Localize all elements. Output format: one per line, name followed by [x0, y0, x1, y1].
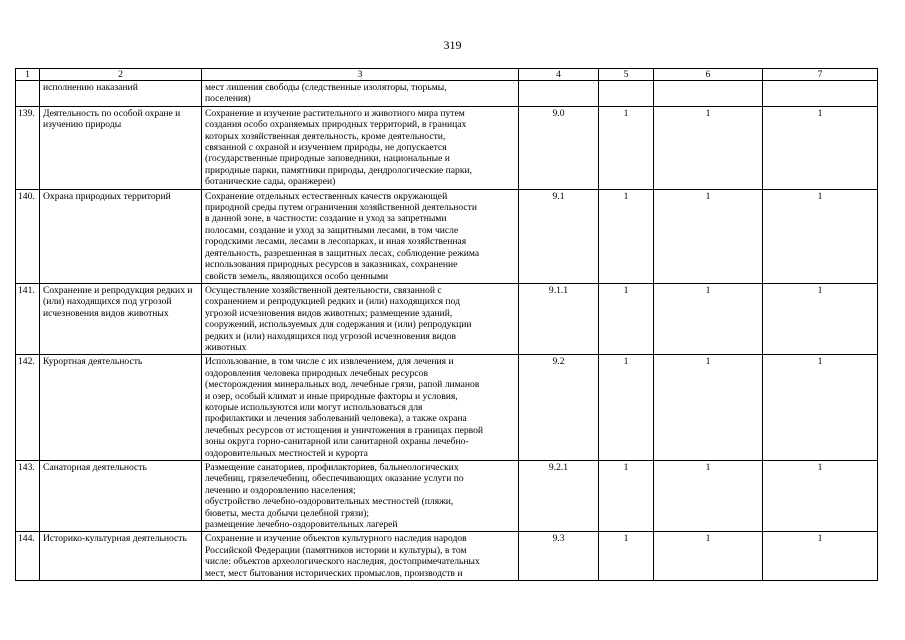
zone-value: 1 [599, 283, 654, 354]
land-use-type: Курортная деятельность [40, 355, 202, 461]
column-number: 4 [519, 69, 599, 81]
row-number: 144. [16, 532, 40, 581]
land-use-type: исполнению наказаний [40, 81, 202, 107]
column-number: 1 [16, 69, 40, 81]
zone-value [654, 81, 763, 107]
zone-value: 1 [763, 189, 878, 283]
land-use-description: Использование, в том числе с их извлечением, для лечения и оздоровления человека природных лечебных ресурсов (месторождения минеральных вод, лечебные грязи, рапой лиманов и озер, особый климат и иные природные факторы и условия, которые используются или могут использоваться для профилактики и лечения заболеваний человека), а также охрана лечебных ресурсов от истощения и уничтожения в границах первой зоны округа горно-санитарной или санитарной охраны лечебно- оздоровительных местностей и курорта [202, 355, 519, 461]
zone-value: 1 [599, 461, 654, 532]
land-use-type: Сохранение и репродукция редких и (или) находящихся под угрозой исчезновения видов животных [40, 283, 202, 354]
classification-code: 9.2.1 [519, 461, 599, 532]
column-number: 5 [599, 69, 654, 81]
zone-value: 1 [654, 189, 763, 283]
row-number: 140. [16, 189, 40, 283]
table-row [16, 532, 878, 581]
zone-value: 1 [763, 283, 878, 354]
zone-value: 1 [599, 189, 654, 283]
table-row [16, 106, 878, 189]
land-use-type: Санаторная деятельность [40, 461, 202, 532]
classification-code: 9.3 [519, 532, 599, 581]
zone-value: 1 [763, 106, 878, 189]
land-use-description: Осуществление хозяйственной деятельности, связанной с сохранением и репродукцией редких и (или) находящихся под угрозой исчезновения видов животных; размещение зданий, сооружений, используемых для содержания и (или) репродукции редких и (или) находящихся под угрозой исчезновения видов животных [202, 283, 519, 354]
row-number [16, 81, 40, 107]
row-number: 141. [16, 283, 40, 354]
zone-value: 1 [599, 532, 654, 581]
land-use-type: Историко-культурная деятельность [40, 532, 202, 581]
zone-value: 1 [599, 355, 654, 461]
column-number-row [16, 69, 878, 81]
land-use-description: Размещение санаториев, профилакториев, бальнеологических лечебниц, грязелечебниц, обеспечивающих оказание услуги по лечению и оздоровлению населения; обустройство лечебно-оздоровительных местностей (пляжи, бюветы, места добычи целебной грязи); размещение лечебно-оздоровительных лагерей [202, 461, 519, 532]
zone-value: 1 [654, 461, 763, 532]
page-number: 319 [443, 38, 462, 52]
zone-value: 1 [599, 106, 654, 189]
column-number: 6 [654, 69, 763, 81]
land-use-description: Сохранение и изучение растительного и животного мира путем создания особо охраняемых природных территорий, в границах которых хозяйственная деятельность, кроме деятельности, связанной с охраной и изучением природы, не допускается (государственные природные заповедники, национальные и природные парки, памятники природы, дендрологические парки, ботанические сады, оранжереи) [202, 106, 519, 189]
land-use-type: Деятельность по особой охране и изучению природы [40, 106, 202, 189]
land-use-description: Сохранение и изучение объектов культурного наследия народов Российской Федерации (памятников истории и культуры), в том числе: объектов археологического наследия, достопримечательных мест, мест бытования исторических промыслов, производств и [202, 532, 519, 581]
zone-value: 1 [654, 532, 763, 581]
classification-code: 9.0 [519, 106, 599, 189]
table-row [16, 283, 878, 354]
zone-value: 1 [763, 461, 878, 532]
table-row [16, 461, 878, 532]
column-number: 7 [763, 69, 878, 81]
classification-code: 9.2 [519, 355, 599, 461]
classification-code: 9.1.1 [519, 283, 599, 354]
zone-value [599, 81, 654, 107]
classification-code: 9.1 [519, 189, 599, 283]
zone-value: 1 [654, 355, 763, 461]
zone-value: 1 [763, 355, 878, 461]
row-number: 142. [16, 355, 40, 461]
row-number: 143. [16, 461, 40, 532]
zone-value: 1 [654, 106, 763, 189]
land-use-description: мест лишения свободы (следственные изоляторы, тюрьмы, поселения) [202, 81, 519, 107]
column-number: 2 [40, 69, 202, 81]
row-number: 139. [16, 106, 40, 189]
classification-code [519, 81, 599, 107]
zone-value: 1 [654, 283, 763, 354]
land-use-table [15, 68, 878, 581]
zone-value: 1 [763, 532, 878, 581]
land-use-description: Сохранение отдельных естественных качеств окружающей природной среды путем ограничения хозяйственной деятельности в данной зоне, в частности: создание и уход за запретными полосами, создание и уход за защитными лесами, в том числе городскими лесами, лесами в лесопарках, и иная хозяйственная деятельность, разрешенная в защитных лесах, соблюдение режима использования природных ресурсов в заказниках, сохранение свойств земель, являющихся особо ценными [202, 189, 519, 283]
land-use-type: Охрана природных территорий [40, 189, 202, 283]
column-number: 3 [202, 69, 519, 81]
table-row [16, 355, 878, 461]
table-row [16, 189, 878, 283]
zone-value [763, 81, 878, 107]
table-row [16, 81, 878, 107]
